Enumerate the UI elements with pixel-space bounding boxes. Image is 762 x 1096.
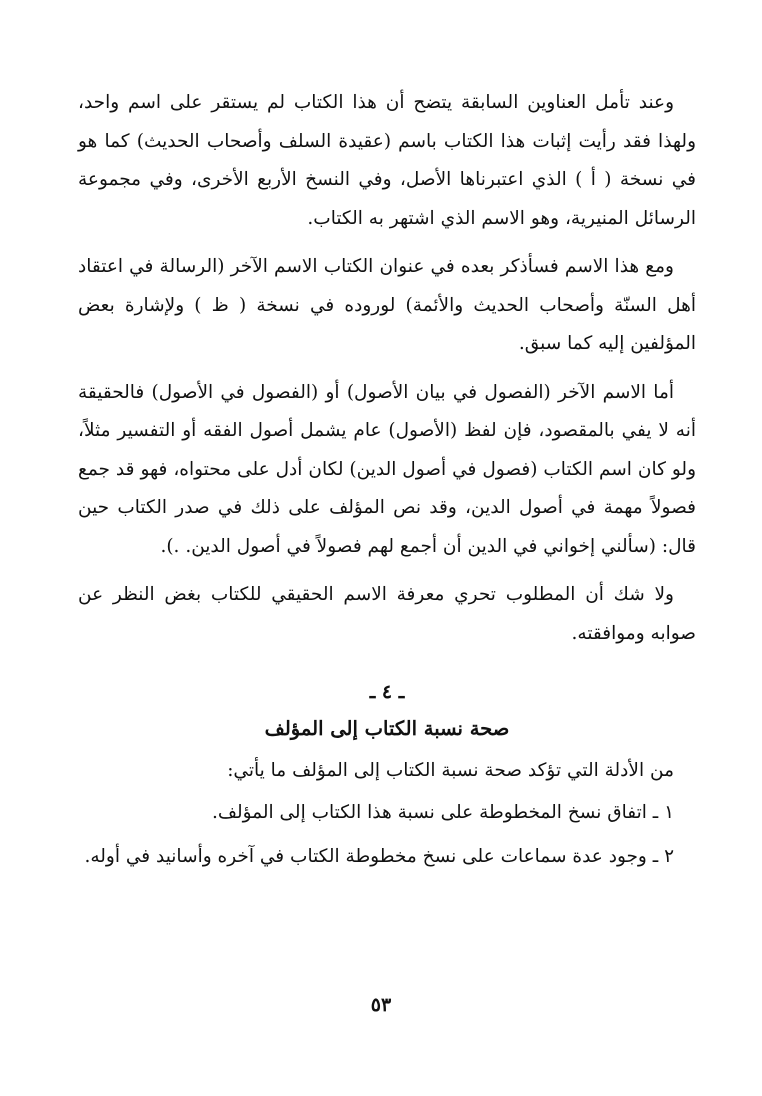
paragraph-book-title-discussion: وعند تأمل العناوين السابقة يتضح أن هذا الكتاب لم يستقر على اسم واحد، ولهذا فقد رأيت إثبات هذا الكتاب باسم (عقيدة السلف وأصحاب الحديث) كما هو في نسخة ( أ ) الذي اعتبرناها الأصل، وفي النسخ الأربع الأخرى، وفي مجموعة الرسائل المنيرية، وهو الاسم الذي اشتهر به الكتاب. (78, 92, 696, 229)
paragraph-other-name-critique: أما الاسم الآخر (الفصول في بيان الأصول) أو (الفصول في الأصول) فالحقيقة أنه لا يفي بالمقصود، فإن لفظ (الأصول) عام يشمل أصول الفقه أو التفسير مثلاً، ولو كان اسم الكتاب (فصول في أصول الدين) لكان أدل على محتواه، فهو قد جمع فصولاً مهمة في أصول الدين، وقد نص المؤلف على ذلك في صدر الكتاب حين قال: (سألني إخواني في الدين أن أجمع لهم فصولاً في أصول الدين. .). (78, 381, 696, 557)
section-number: ـ ٤ ـ (369, 681, 405, 703)
section-intro: من الأدلة التي تؤكد صحة نسبة الكتاب إلى المؤلف ما يأتي: (227, 760, 674, 781)
section-title: صحة نسبة الكتاب إلى المؤلف (264, 717, 510, 740)
book-page (78, 84, 696, 1044)
list-item-1: ١ ـ اتفاق نسخ المخطوطة على نسبة هذا الكتاب إلى المؤلف. (211, 802, 674, 823)
list-item-2: ٢ ـ وجود عدة سماعات على نسخ مخطوطة الكتاب في آخره وأسانيد في أوله. (84, 846, 674, 867)
paragraph-alternate-title: ومع هذا الاسم فسأذكر بعده في عنوان الكتاب الاسم الآخر (الرسالة في اعتقاد أهل السنّة وأصحاب الحديث والأئمة) لوروده في نسخة ( ظ ) ولإشارة بعض المؤلفين إليه كما سبق. (78, 256, 696, 354)
page-number: ٥٣ (370, 994, 392, 1016)
paragraph-conclusion: ولا شك أن المطلوب تحري معرفة الاسم الحقيقي للكتاب بغض النظر عن صوابه وموافقته. (78, 584, 696, 644)
